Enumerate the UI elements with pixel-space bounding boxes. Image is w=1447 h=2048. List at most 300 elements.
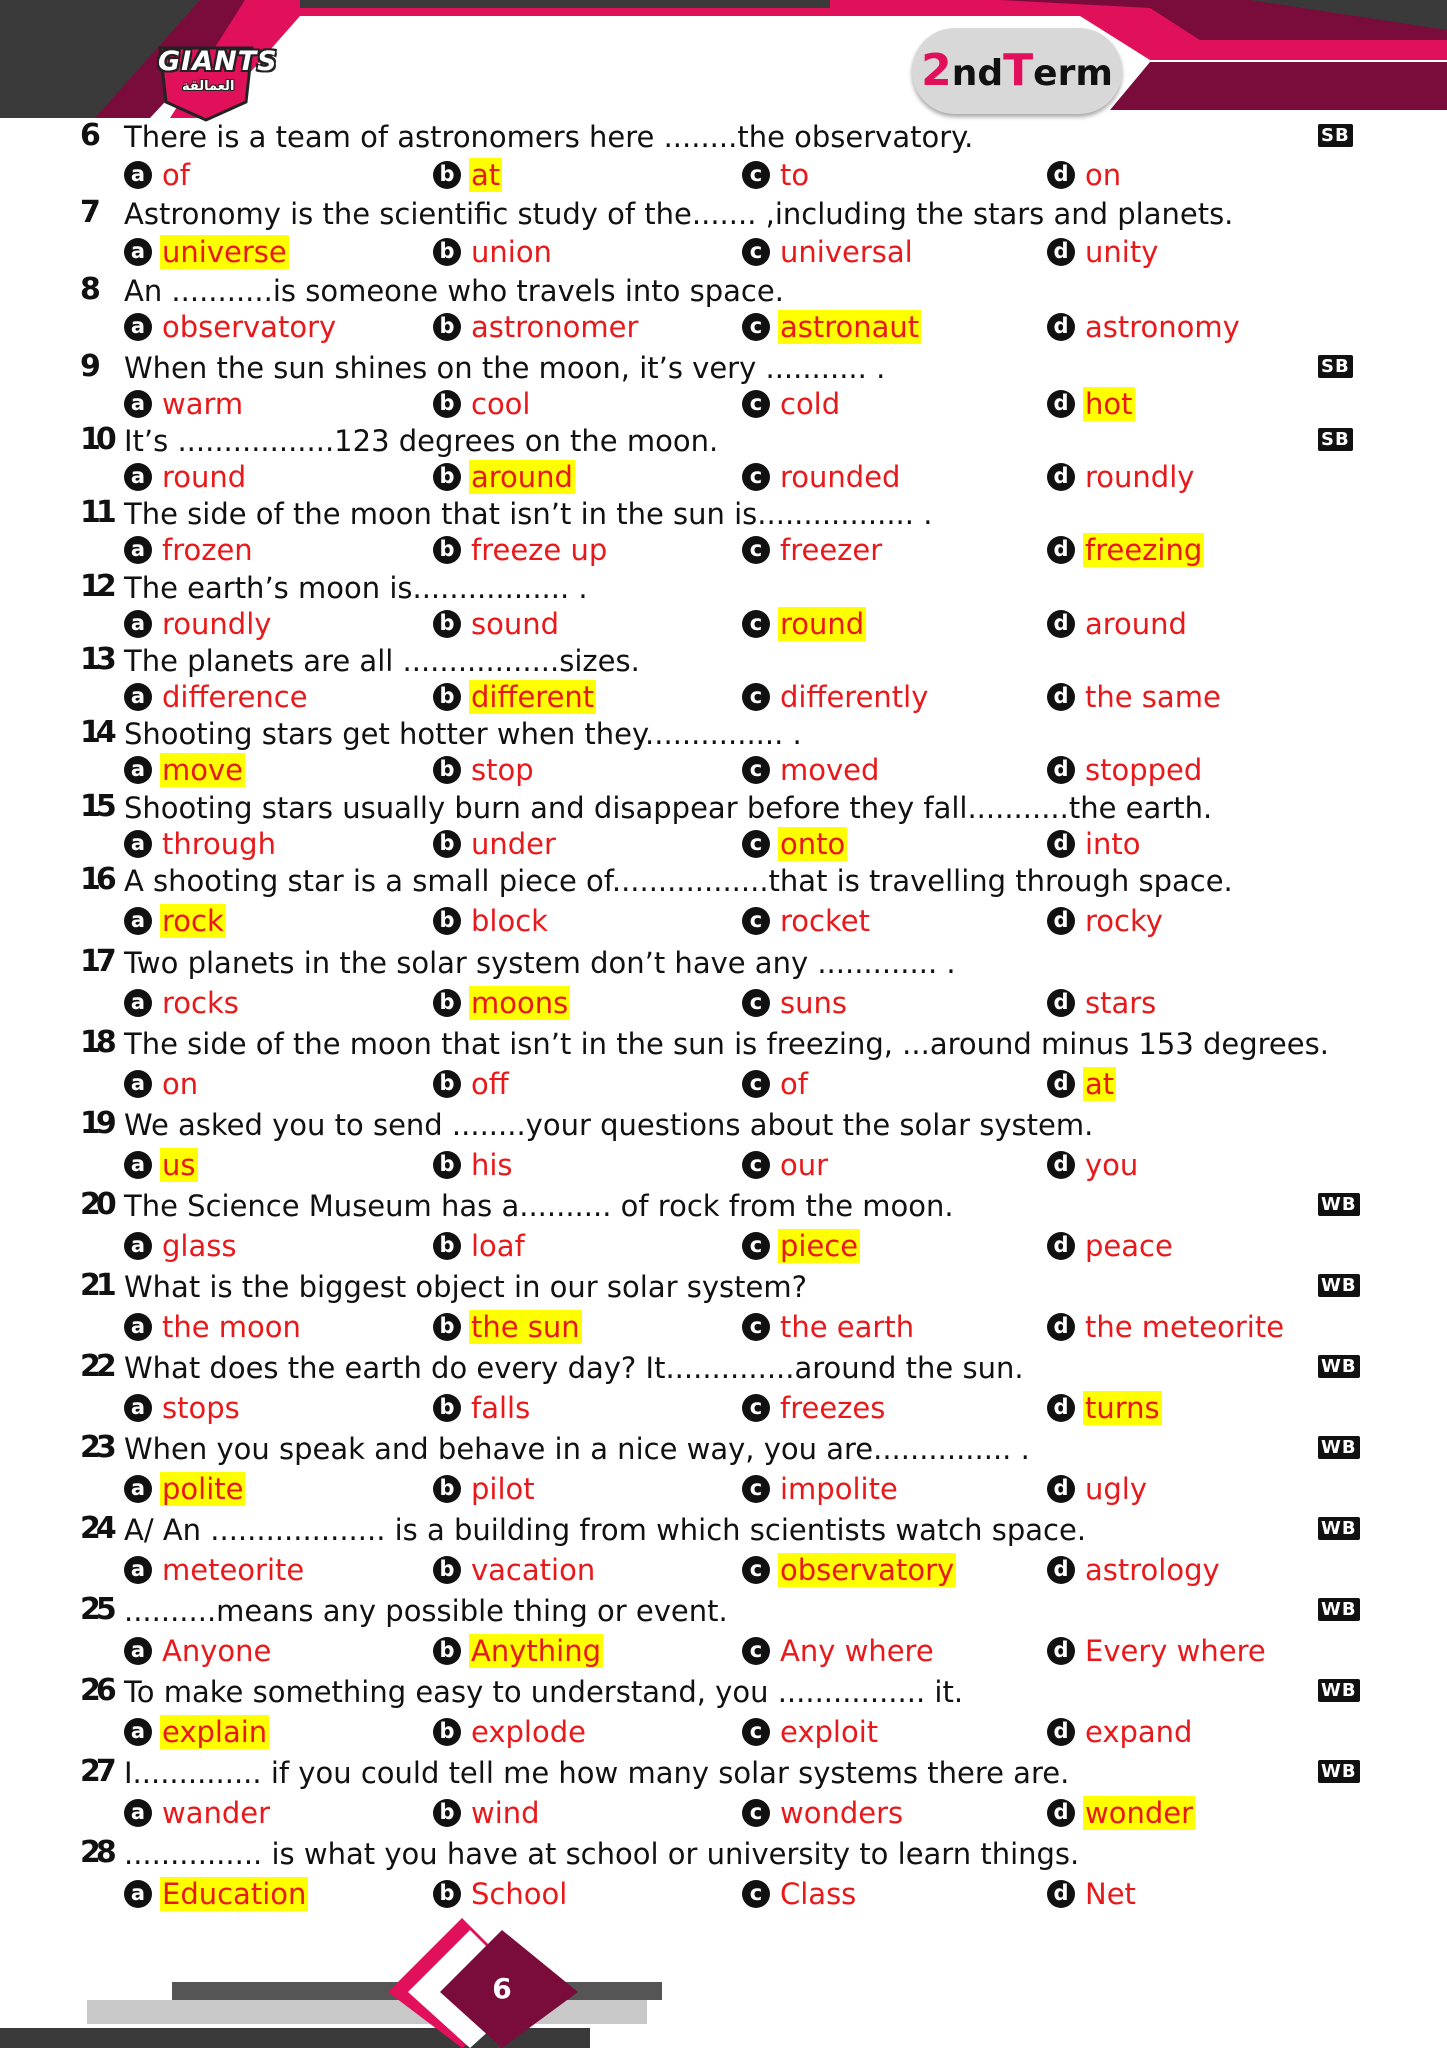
option-letter-icon: a [124, 1880, 152, 1908]
options-row [0, 1634, 1447, 1674]
option-letter-icon: a [124, 756, 152, 784]
option-text: round [162, 460, 247, 494]
option-letter-icon: b [433, 1070, 461, 1098]
option-c[interactable] [742, 533, 884, 567]
question-number: 15 [80, 789, 112, 824]
option-b[interactable] [433, 1148, 515, 1182]
option-letter-icon: b [433, 1799, 461, 1827]
option-text: the earth [780, 1310, 915, 1344]
option-text: around [1085, 607, 1187, 641]
option-b[interactable] [433, 1553, 597, 1587]
option-a[interactable] [124, 1310, 303, 1344]
options-row [0, 1229, 1447, 1269]
option-letter-icon: c [742, 756, 770, 784]
option-text: freezes [780, 1391, 886, 1425]
option-letter-icon: d [1047, 989, 1075, 1017]
option-letter-icon: a [124, 463, 152, 491]
option-text: explode [471, 1715, 586, 1749]
option-b[interactable] [433, 460, 575, 494]
option-d[interactable] [1047, 827, 1143, 861]
option-d[interactable] [1047, 387, 1135, 421]
option-b[interactable] [433, 310, 640, 344]
option-letter-icon: b [433, 1718, 461, 1746]
options-row [0, 1553, 1447, 1593]
option-text: ugly [1085, 1472, 1148, 1506]
option-letter-icon: b [433, 313, 461, 341]
term-initial: T [1003, 45, 1034, 96]
option-letter-icon: a [124, 1475, 152, 1503]
option-c[interactable] [742, 827, 847, 861]
option-text: on [162, 1067, 199, 1101]
logo-subtext: العمالقة [182, 79, 235, 94]
option-c[interactable] [742, 235, 915, 269]
source-badge: WB [1318, 1193, 1360, 1216]
option-c[interactable] [742, 460, 902, 494]
option-a[interactable] [124, 310, 338, 344]
option-letter-icon: c [742, 1718, 770, 1746]
option-d[interactable] [1047, 1229, 1175, 1263]
options-row [0, 680, 1447, 720]
option-d[interactable] [1047, 1715, 1194, 1749]
option-a[interactable] [124, 533, 255, 567]
option-d[interactable] [1047, 533, 1204, 567]
option-a[interactable] [124, 235, 289, 269]
source-badge: SB [1318, 355, 1353, 378]
option-letter-icon: a [124, 610, 152, 638]
option-letter-icon: c [742, 1475, 770, 1503]
option-letter-icon: c [742, 1070, 770, 1098]
option-a[interactable] [124, 1796, 272, 1830]
option-letter-icon: b [433, 238, 461, 266]
option-b[interactable] [433, 235, 554, 269]
option-letter-icon: a [124, 1070, 152, 1098]
source-badge: WB [1318, 1679, 1360, 1702]
question-text: What does the earth do every day? It..............around the sun. [124, 1351, 1024, 1385]
option-text: stops [162, 1391, 240, 1425]
option-c[interactable] [742, 1229, 860, 1263]
option-letter-icon: b [433, 989, 461, 1017]
option-letter-icon: c [742, 238, 770, 266]
option-text: moved [780, 753, 880, 787]
options-row [0, 1796, 1447, 1836]
option-letter-icon: d [1047, 1718, 1075, 1746]
option-letter-icon: d [1047, 313, 1075, 341]
option-letter-icon: b [433, 756, 461, 784]
option-a[interactable] [124, 1391, 242, 1425]
options-row [0, 1148, 1447, 1188]
option-text: expand [1085, 1715, 1193, 1749]
option-text: of [162, 158, 190, 192]
option-letter-icon: b [433, 1475, 461, 1503]
question-number: 18 [80, 1025, 112, 1060]
option-c[interactable] [742, 904, 872, 938]
question-text: There is a team of astronomers here ........the observatory. [124, 120, 974, 154]
option-text: union [471, 235, 552, 269]
option-text: wander [162, 1796, 271, 1830]
options-row [0, 607, 1447, 647]
option-a[interactable] [124, 1148, 198, 1182]
correct-answer-text: piece [780, 1229, 859, 1263]
question-number: 16 [80, 862, 112, 897]
option-letter-icon: c [742, 907, 770, 935]
option-a[interactable] [124, 753, 245, 787]
option-letter-icon: b [433, 390, 461, 418]
option-text: astrology [1085, 1553, 1220, 1587]
question-text: Shooting stars usually burn and disappear before they fall...........the earth. [124, 791, 1213, 825]
options-row [0, 1310, 1447, 1350]
option-letter-icon: a [124, 830, 152, 858]
source-badge: WB [1318, 1355, 1360, 1378]
option-d[interactable] [1047, 460, 1196, 494]
option-a[interactable] [124, 1472, 245, 1506]
option-letter-icon: d [1047, 238, 1075, 266]
option-a[interactable] [124, 1634, 273, 1668]
correct-answer-text: onto [780, 827, 846, 861]
option-b[interactable] [433, 1715, 588, 1749]
question-text: The side of the moon that isn’t in the sun is................. . [124, 497, 933, 531]
option-letter-icon: d [1047, 1637, 1075, 1665]
question-text: When you speak and behave in a nice way, you are............... . [124, 1432, 1030, 1466]
option-d[interactable] [1047, 1634, 1268, 1668]
question-number: 23 [80, 1430, 112, 1465]
option-letter-icon: a [124, 1637, 152, 1665]
option-letter-icon: b [433, 830, 461, 858]
option-text: wonders [780, 1796, 904, 1830]
option-d[interactable] [1047, 680, 1223, 714]
option-text: sound [471, 607, 560, 641]
options-row [0, 986, 1447, 1026]
option-b[interactable] [433, 607, 561, 641]
option-b[interactable] [433, 1229, 527, 1263]
option-b[interactable] [433, 1310, 582, 1344]
option-c[interactable] [742, 986, 849, 1020]
question-number: 27 [80, 1754, 112, 1789]
question-text: The earth’s moon is................. . [124, 571, 588, 605]
question-text: When the sun shines on the moon, it’s very ........... . [124, 351, 886, 385]
option-a[interactable] [124, 1553, 306, 1587]
option-text: falls [471, 1391, 531, 1425]
option-text: rounded [780, 460, 901, 494]
option-c[interactable] [742, 1391, 887, 1425]
options-row [0, 460, 1447, 500]
options-row [0, 1472, 1447, 1512]
option-b[interactable] [433, 158, 502, 192]
option-d[interactable] [1047, 753, 1204, 787]
option-letter-icon: c [742, 610, 770, 638]
option-letter-icon: d [1047, 1313, 1075, 1341]
question-number: 21 [80, 1268, 112, 1303]
option-d[interactable] [1047, 986, 1158, 1020]
option-a[interactable] [124, 387, 245, 421]
option-c[interactable] [742, 1634, 936, 1668]
option-b[interactable] [433, 1472, 537, 1506]
source-badge: WB [1318, 1436, 1360, 1459]
option-letter-icon: d [1047, 830, 1075, 858]
option-text: difference [162, 680, 308, 714]
option-c[interactable] [742, 607, 866, 641]
option-letter-icon: b [433, 1637, 461, 1665]
option-letter-icon: a [124, 238, 152, 266]
term-rest: erm [1033, 53, 1113, 94]
option-a[interactable] [124, 1715, 269, 1749]
option-c[interactable] [742, 753, 881, 787]
option-letter-icon: a [124, 1799, 152, 1827]
question-number: 14 [80, 715, 112, 750]
question-text: ..........means any possible thing or event. [124, 1594, 728, 1628]
question-text: A shooting star is a small piece of.................that is travelling through space. [124, 864, 1233, 898]
option-letter-icon: d [1047, 161, 1075, 189]
option-d[interactable] [1047, 1391, 1162, 1425]
correct-answer-text: universe [162, 235, 287, 269]
option-letter-icon: c [742, 1232, 770, 1260]
question-text: We asked you to send ........your questions about the solar system. [124, 1108, 1094, 1142]
option-a[interactable] [124, 607, 273, 641]
question-number: 28 [80, 1835, 112, 1870]
option-text: our [780, 1148, 829, 1182]
option-d[interactable] [1047, 607, 1189, 641]
options-row [0, 1391, 1447, 1431]
correct-answer-text: at [1085, 1067, 1115, 1101]
option-a[interactable] [124, 158, 192, 192]
option-a[interactable] [124, 460, 248, 494]
option-d[interactable] [1047, 1148, 1140, 1182]
option-b[interactable] [433, 1796, 542, 1830]
source-badge: WB [1318, 1598, 1360, 1621]
question-number: 7 [80, 195, 96, 230]
correct-answer-text: hot [1085, 387, 1133, 421]
question-text: Two planets in the solar system don’t have any ............. . [124, 946, 956, 980]
option-letter-icon: b [433, 683, 461, 711]
option-letter-icon: b [433, 1151, 461, 1179]
option-text: freezer [780, 533, 883, 567]
option-letter-icon: a [124, 683, 152, 711]
option-text: stopped [1085, 753, 1203, 787]
option-text: wind [471, 1796, 540, 1830]
option-letter-icon: b [433, 1394, 461, 1422]
option-text: Net [1085, 1877, 1136, 1911]
option-letter-icon: c [742, 830, 770, 858]
source-badge: WB [1318, 1274, 1360, 1297]
question-text: ............... is what you have at school or university to learn things. [124, 1837, 1080, 1871]
option-a[interactable] [124, 1067, 200, 1101]
option-b[interactable] [433, 387, 533, 421]
option-letter-icon: a [124, 1718, 152, 1746]
option-text: School [471, 1877, 568, 1911]
option-text: cool [471, 387, 531, 421]
option-text: astronomer [471, 310, 639, 344]
question-number: 22 [80, 1349, 112, 1384]
option-d[interactable] [1047, 310, 1242, 344]
correct-answer-text: Anything [471, 1634, 601, 1668]
correct-answer-text: moons [471, 986, 569, 1020]
option-letter-icon: c [742, 313, 770, 341]
question-number: 13 [80, 642, 112, 677]
option-letter-icon: b [433, 907, 461, 935]
option-text: cold [780, 387, 841, 421]
option-c[interactable] [742, 158, 811, 192]
question-number: 25 [80, 1592, 112, 1627]
option-letter-icon: b [433, 610, 461, 638]
correct-answer-text: Education [162, 1877, 307, 1911]
option-d[interactable] [1047, 235, 1160, 269]
option-text: off [471, 1067, 509, 1101]
option-text: stop [471, 753, 534, 787]
option-c[interactable] [742, 1148, 830, 1182]
option-d[interactable] [1047, 1472, 1149, 1506]
option-letter-icon: c [742, 1394, 770, 1422]
option-letter-icon: d [1047, 1151, 1075, 1179]
option-b[interactable] [433, 1067, 511, 1101]
option-c[interactable] [742, 1796, 905, 1830]
option-letter-icon: c [742, 683, 770, 711]
question-number: 12 [80, 569, 112, 604]
question-text: I.............. if you could tell me how many solar systems there are. [124, 1756, 1070, 1790]
option-c[interactable] [742, 1310, 916, 1344]
source-badge: SB [1318, 124, 1353, 147]
option-text: suns [780, 986, 847, 1020]
option-text: exploit [780, 1715, 879, 1749]
option-letter-icon: a [124, 390, 152, 418]
option-text: Any where [780, 1634, 934, 1668]
option-c[interactable] [742, 310, 921, 344]
option-text: observatory [162, 310, 337, 344]
option-text: loaf [471, 1229, 525, 1263]
option-text: vacation [471, 1553, 596, 1587]
option-text: meteorite [162, 1553, 305, 1587]
option-text: the same [1085, 680, 1221, 714]
option-a[interactable] [124, 1229, 238, 1263]
question-number: 11 [80, 495, 112, 530]
question-number: 10 [80, 422, 112, 457]
question-text: The side of the moon that isn’t in the sun is freezing, ...around minus 153 degrees. [124, 1027, 1329, 1061]
option-letter-icon: d [1047, 1556, 1075, 1584]
option-d[interactable] [1047, 1553, 1222, 1587]
correct-answer-text: different [471, 680, 595, 714]
question-text: To make something easy to understand, you ................ it. [124, 1675, 964, 1709]
question-text: Shooting stars get hotter when they............... . [124, 717, 802, 751]
options-row [0, 158, 1447, 198]
option-a[interactable] [124, 680, 310, 714]
correct-answer-text: turns [1085, 1391, 1160, 1425]
question-text: It’s .................123 degrees on the moon. [124, 424, 719, 458]
options-row [0, 533, 1447, 573]
option-letter-icon: d [1047, 536, 1075, 564]
option-b[interactable] [433, 1634, 603, 1668]
correct-answer-text: observatory [780, 1553, 955, 1587]
correct-answer-text: us [162, 1148, 196, 1182]
correct-answer-text: the sun [471, 1310, 580, 1344]
question-number: 9 [80, 349, 96, 384]
option-text: on [1085, 158, 1122, 192]
option-b[interactable] [433, 533, 609, 567]
option-text: of [780, 1067, 808, 1101]
option-b[interactable] [433, 753, 536, 787]
option-text: impolite [780, 1472, 898, 1506]
correct-answer-text: wonder [1085, 1796, 1194, 1830]
question-number: 19 [80, 1106, 112, 1141]
option-letter-icon: c [742, 1313, 770, 1341]
option-text: through [162, 827, 276, 861]
option-c[interactable] [742, 387, 842, 421]
question-text: The Science Museum has a.......... of rock from the moon. [124, 1189, 954, 1223]
correct-answer-text: at [471, 158, 501, 192]
correct-answer-text: round [780, 607, 865, 641]
option-text: rocks [162, 986, 239, 1020]
option-letter-icon: a [124, 161, 152, 189]
option-a[interactable] [124, 904, 226, 938]
option-letter-icon: c [742, 536, 770, 564]
options-row [0, 1067, 1447, 1107]
option-text: roundly [1085, 460, 1195, 494]
option-letter-icon: d [1047, 1394, 1075, 1422]
correct-answer-text: freezing [1085, 533, 1203, 567]
logo-text: GIANTS [158, 46, 278, 77]
question-number: 20 [80, 1187, 112, 1222]
option-letter-icon: b [433, 1556, 461, 1584]
option-text: to [780, 158, 810, 192]
option-letter-icon: a [124, 1313, 152, 1341]
option-text: peace [1085, 1229, 1173, 1263]
term-number: 2 [921, 45, 952, 96]
option-text: you [1085, 1148, 1139, 1182]
option-b[interactable] [433, 904, 550, 938]
option-letter-icon: d [1047, 756, 1075, 784]
option-text: freeze up [471, 533, 608, 567]
option-c[interactable] [742, 1067, 810, 1101]
option-text: Every where [1085, 1634, 1266, 1668]
question-text: Astronomy is the scientific study of the....... ,including the stars and planets. [124, 197, 1234, 231]
option-c[interactable] [742, 1715, 880, 1749]
option-a[interactable] [124, 827, 278, 861]
option-text: warm [162, 387, 244, 421]
option-letter-icon: d [1047, 1070, 1075, 1098]
option-c[interactable] [742, 1553, 956, 1587]
correct-answer-text: explain [162, 1715, 268, 1749]
option-text: Anyone [162, 1634, 272, 1668]
option-letter-icon: c [742, 390, 770, 418]
option-letter-icon: a [124, 1556, 152, 1584]
options-row [0, 310, 1447, 350]
option-letter-icon: a [124, 313, 152, 341]
option-letter-icon: d [1047, 683, 1075, 711]
option-letter-icon: b [433, 463, 461, 491]
option-d[interactable] [1047, 158, 1123, 192]
options-row [0, 1715, 1447, 1755]
option-text: Class [780, 1877, 857, 1911]
option-letter-icon: c [742, 1556, 770, 1584]
option-text: stars [1085, 986, 1157, 1020]
option-text: rocket [780, 904, 870, 938]
option-text: his [471, 1148, 513, 1182]
option-letter-icon: a [124, 1394, 152, 1422]
option-c[interactable] [742, 680, 930, 714]
option-b[interactable] [433, 1391, 532, 1425]
option-d[interactable] [1047, 1310, 1286, 1344]
option-a[interactable] [124, 986, 241, 1020]
option-b[interactable] [433, 986, 570, 1020]
question-number: 6 [80, 118, 96, 153]
option-text: block [471, 904, 548, 938]
options-row [0, 387, 1447, 427]
option-b[interactable] [433, 827, 558, 861]
option-b[interactable] [433, 680, 596, 714]
option-text: astronomy [1085, 310, 1240, 344]
question-number: 8 [80, 272, 96, 307]
option-d[interactable] [1047, 1067, 1116, 1101]
option-c[interactable] [742, 1472, 900, 1506]
option-d[interactable] [1047, 1796, 1195, 1830]
option-d[interactable] [1047, 904, 1165, 938]
